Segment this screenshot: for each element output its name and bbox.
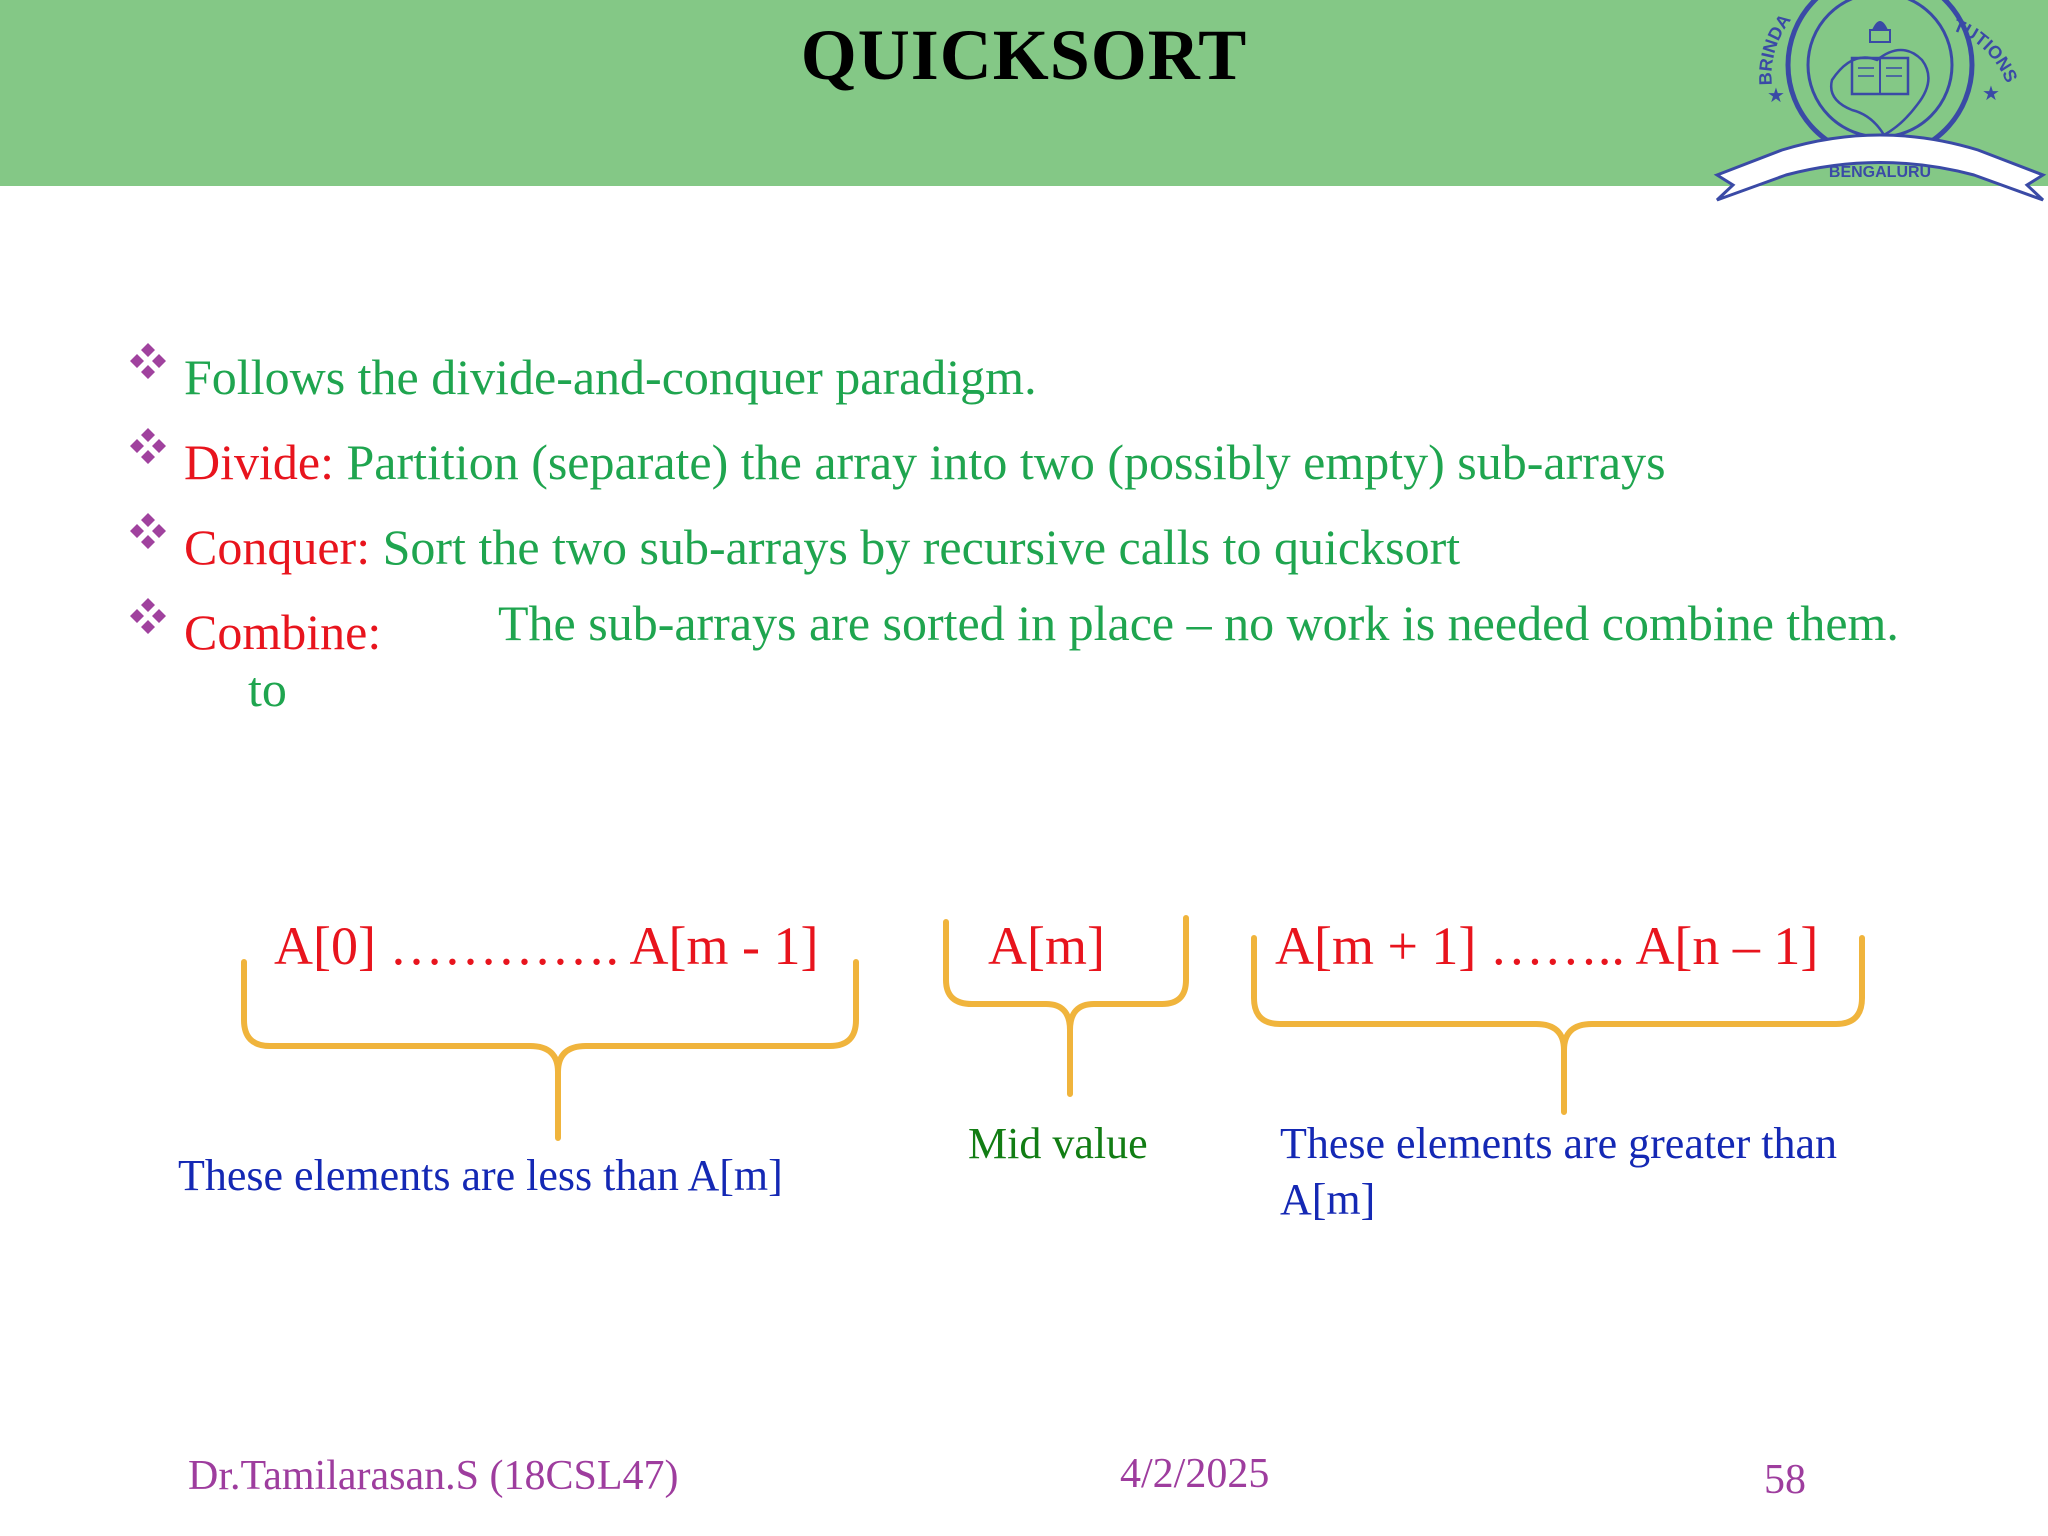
logo-top-text: BRINDA xyxy=(1755,10,1795,86)
left-subarray-expression: A[0] …………. A[m - 1] xyxy=(274,916,819,976)
footer-page-number: 58 xyxy=(1764,1457,1806,1503)
mid-caption: Mid value xyxy=(968,1119,1148,1168)
bullet-desc: The sub-arrays are sorted in place – no work is needed combine them. xyxy=(498,595,1899,651)
left-caption: These elements are less than A[m] xyxy=(178,1151,783,1200)
bullet-term: Conquer: xyxy=(184,519,371,575)
right-curly-brace xyxy=(1254,938,1862,1112)
logo-right-text: TUTIONS xyxy=(1950,15,2022,86)
svg-text:★: ★ xyxy=(1982,81,2000,105)
slide-title: QUICKSORT xyxy=(800,15,1248,95)
bullet-term: Combine: xyxy=(184,604,382,660)
right-caption: These elements are greater than A[m] xyxy=(1280,1119,1838,1224)
bullet-desc: Sort the two sub-arrays by recursive calls to quicksort xyxy=(382,519,1461,575)
bullet-desc: Partition (separate) the array into two (possibly empty) sub-arrays xyxy=(346,434,1666,490)
bullet-desc: Follows the divide-and-conquer paradigm. xyxy=(184,349,1037,405)
footer-author: Dr.Tamilarasan.S (18CSL47) xyxy=(188,1453,679,1499)
logo-ribbon-text: BENGALURU xyxy=(1828,164,1932,181)
bullet-term: Divide: xyxy=(184,434,334,490)
footer-date: 4/2/2025 xyxy=(1120,1451,1270,1497)
combine-to-word: to xyxy=(248,661,287,717)
left-curly-brace xyxy=(244,962,856,1138)
right-subarray-expression: A[m + 1] …….. A[n – 1] xyxy=(1275,916,1819,976)
pivot-expression: A[m] xyxy=(988,916,1105,976)
mid-curly-brace xyxy=(946,918,1186,1094)
svg-text:★: ★ xyxy=(1767,83,1785,107)
